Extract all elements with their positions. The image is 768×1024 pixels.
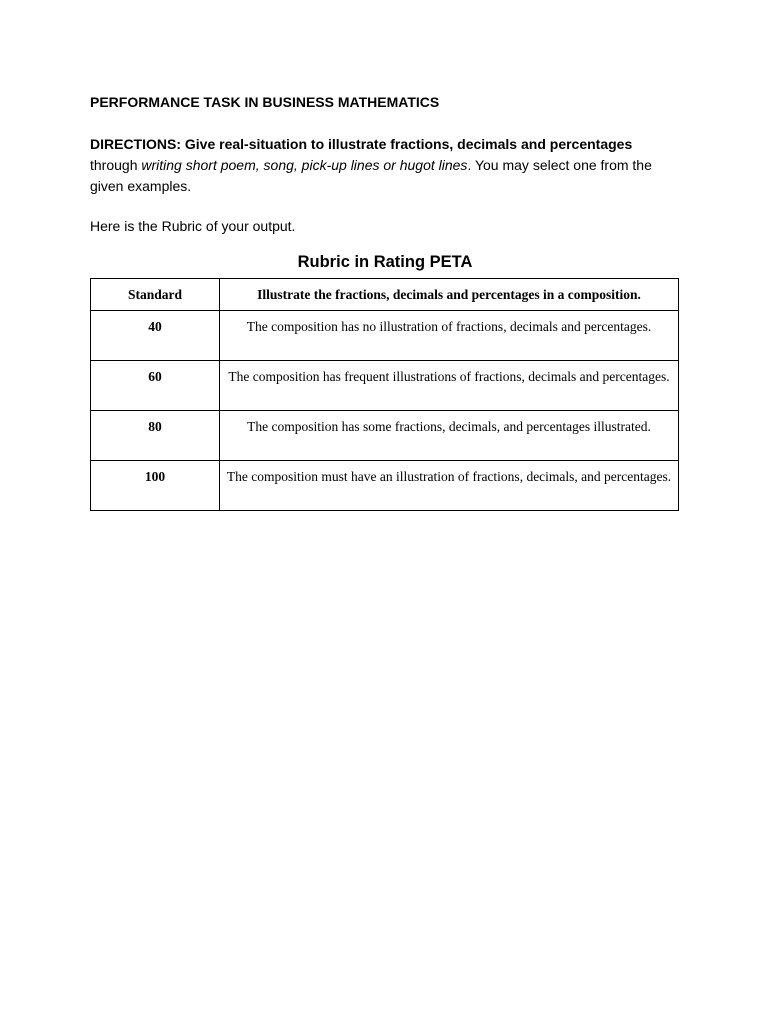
row-score: 40 — [91, 311, 220, 361]
directions-post: . You may select one from the given examples. — [90, 157, 652, 194]
table-row — [91, 361, 679, 411]
header-standard: Standard — [91, 279, 220, 311]
rubric-header-row — [91, 279, 679, 311]
row-score: 100 — [91, 461, 220, 511]
row-description: The composition must have an illustration of fractions, decimals, and percentages. — [220, 461, 679, 511]
table-row — [91, 411, 679, 461]
directions-paragraph — [90, 134, 680, 197]
directions-italic: writing short poem, song, pick-up lines or hugot lines — [141, 157, 468, 173]
directions-lead: DIRECTIONS: Give real-situation to illustrate fractions, decimals and percentages — [90, 136, 633, 152]
intro-text: Here is the Rubric of your output. — [90, 218, 296, 234]
row-description: The composition has no illustration of fractions, decimals and percentages. — [220, 311, 679, 361]
directions-pre: through — [90, 157, 142, 173]
row-description: The composition has frequent illustrations of fractions, decimals and percentages. — [220, 361, 679, 411]
row-score: 80 — [91, 411, 220, 461]
document-page — [90, 93, 680, 511]
header-criterion: Illustrate the fractions, decimals and percentages in a composition. — [220, 279, 679, 311]
table-row — [91, 461, 679, 511]
rubric-table — [90, 278, 679, 511]
row-score: 60 — [91, 361, 220, 411]
document-title: PERFORMANCE TASK IN BUSINESS MATHEMATICS — [90, 94, 440, 110]
row-description: The composition has some fractions, decimals, and percentages illustrated. — [220, 411, 679, 461]
table-row — [91, 311, 679, 361]
rubric-title: Rubric in Rating PETA — [297, 253, 473, 271]
